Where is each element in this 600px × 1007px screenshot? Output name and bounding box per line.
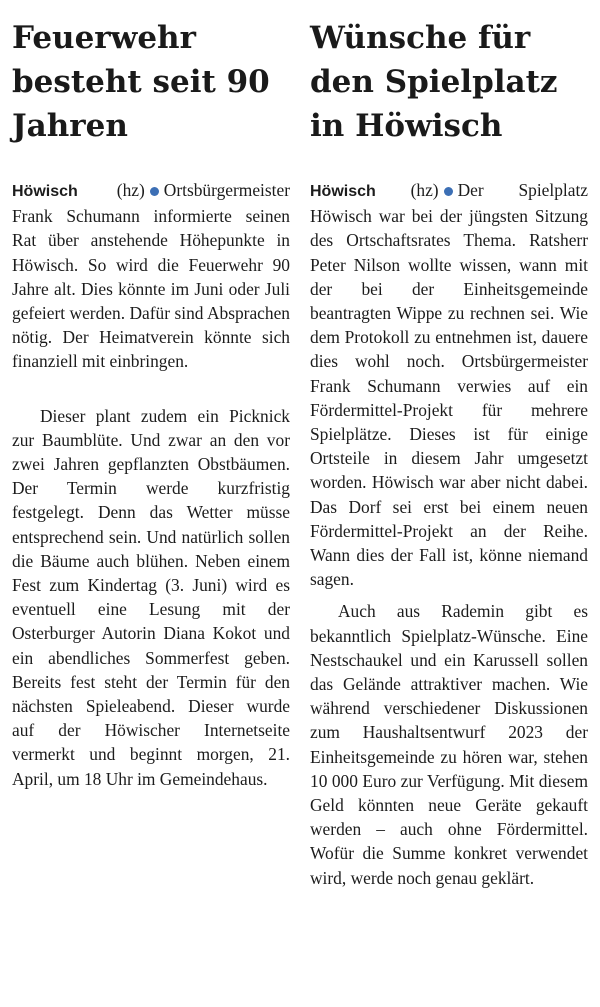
article-paragraph: Dieser plant zudem ein Picknick zur Baumblüte. Und zwar an den vor zwei Jahren gepflanzten Obstbäumen. Der Termin werde kurzfristig festgelegt. Denn das Wetter müsse entsprechend sein. Und natürlich sollen die Bäume auch blühen. Neben einem Fest zum Kindertag (3. Juni) wird es eventuell eine Lesung mit der Osterburger Autorin Diana Kokot und ein abendliches Sommerfest geben. Bereits fest steht der Termin für den nächsten Spieleabend. Dieser wurde auf der Höwischer Internetseite vermerkt und beginnt morgen, 21. April, um 18 Uhr im Gemeindehaus.	[12, 405, 290, 789]
article-right	[310, 0, 588, 890]
bullet-icon	[444, 187, 453, 196]
article-paragraph: Auch aus Rademin gibt es bekanntlich Spielplatz-Wünsche. Eine Nestschaukel und ein Karussell sollen das Gelände attraktiver machen. Wie während verschiedener Diskussionen zum Haushaltsentwurf 2023 der Einheitsgemeinde zu hören war, stehen 10 000 Euro zur Verfügung. Mit diesem Geld könnten neue Geräte gekauft werden – auch ohne Fördermittel. Wofür die Summe konkret verwendet wird, werde noch genau geklärt.	[310, 601, 588, 888]
article-headline: Wünsche für den Spielplatz in Höwisch	[310, 20, 558, 144]
article-paragraph	[310, 178, 588, 591]
dateline: Höwisch	[12, 183, 78, 200]
agency-abbreviation: (hz)	[116, 180, 145, 200]
column-divider	[299, 0, 300, 1007]
article-paragraph	[12, 178, 290, 374]
agency-abbreviation: (hz)	[410, 180, 439, 200]
dateline: Höwisch	[310, 183, 376, 200]
bullet-icon	[150, 187, 159, 196]
paragraph-text: Der Spielplatz Höwisch war bei der jüngsten Sitzung des Ortschaftsrates Thema. Ratsherr Peter Nilson wollte wissen, wann mit der bei der Einheitsgemeinde beantragten Wippe zu rechnen sei. Wie dem Protokoll zu entnehmen ist, dauere dies wohl noch. Ortsbürgermeister Frank Schumann verwies auf ein Fördermittel-Projekt für mehrere Spielplätze. Dieses ist für einige Ortsteile in diesem Jahr umgesetzt worden. Höwisch war aber nicht dabei. Das Dorf sei erst bei einem neuen Fördermittel-Projekt an der Reihe. Wann dies der Fall ist, könne niemand sagen.	[310, 180, 588, 590]
paragraph-text: Ortsbürgermeister Frank Schumann informierte seinen Rat über anstehende Höhepunkte in Höwisch. So wird die Feuerwehr 90 Jahre alt. Dies könnte im Juni oder Juli gefeiert werden. Dafür sind Absprachen nötig. Der Heimatverein könnte sich finanziell mit einbringen.	[12, 180, 290, 372]
article-left	[12, 0, 290, 791]
article-headline: Feuerwehr besteht seit 90 Jahren	[12, 20, 270, 144]
